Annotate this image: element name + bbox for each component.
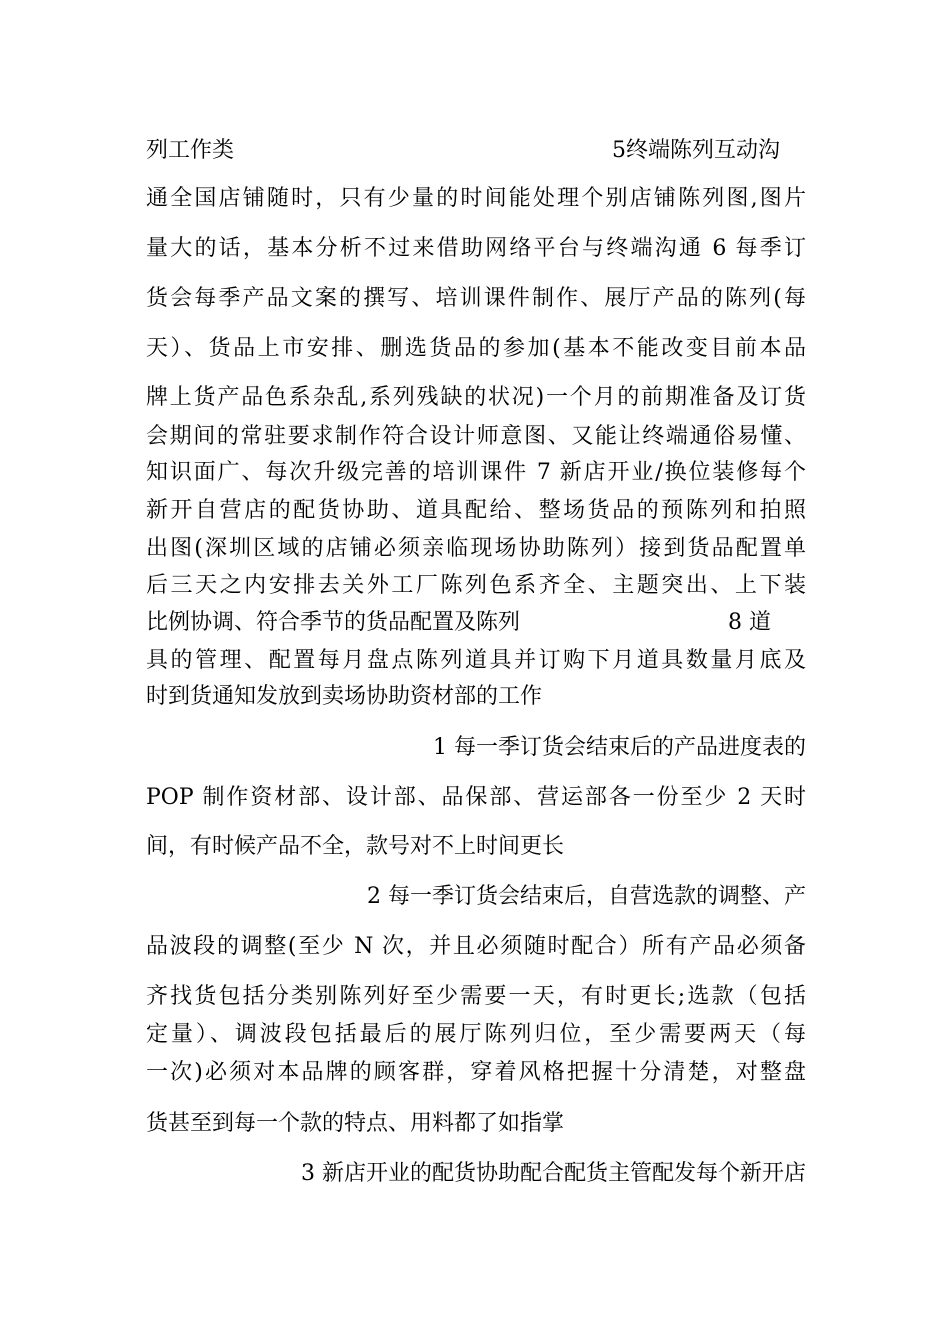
- text-line-9: 新开自营店的配货协助、道具配给、整场货品的预陈列和拍照: [146, 498, 806, 523]
- text-line-18: 2 每一季订货会结束后，自营选款的调整、产: [367, 884, 806, 909]
- line-12-text-a: 比例协调、符合季节的货品配置及陈列: [146, 610, 521, 635]
- line-1-text-a: 列工作类: [146, 138, 235, 163]
- text-line-22: 一次)必须对本品牌的顾客群，穿着风格把握十分清楚，对整盘: [146, 1060, 806, 1085]
- text-line-20: 齐找货包括分类别陈列好至少需要一天，有时更长;选款（包括: [146, 984, 806, 1009]
- text-line-7: 会期间的常驻要求制作符合设计师意图、又能让终端通俗易懂、: [146, 424, 806, 449]
- text-line-23: 货甚至到每一个款的特点、用料都了如指掌: [146, 1111, 565, 1136]
- text-line-4: 货会每季产品文案的撰写、培训课件制作、展厅产品的陈列(每: [146, 286, 806, 311]
- text-line-5: 天）、货品上市安排、删选货品的参加(基本不能改变目前本品: [146, 336, 806, 361]
- line-12-text-b: 8 道: [728, 610, 772, 635]
- text-line-19: 品波段的调整(至少 N 次，并且必须随时配合）所有产品必须备: [146, 934, 806, 959]
- text-line-8: 知识面广、每次升级完善的培训课件 7 新店开业/换位装修每个: [146, 460, 806, 485]
- text-line-6: 牌上货产品色系杂乱,系列残缺的状况)一个月的前期准备及订货: [146, 385, 806, 410]
- text-line-14: 时到货通知发放到卖场协助资材部的工作: [146, 684, 543, 709]
- text-line-13: 具的管理、配置每月盘点陈列道具并订购下月道具数量月底及: [146, 648, 806, 673]
- text-line-11: 后三天之内安排去关外工厂陈列色系齐全、主题突出、上下装: [146, 573, 806, 598]
- text-line-15: 1 每一季订货会结束后的产品进度表的: [433, 735, 806, 760]
- text-line-16: POP 制作资材部、设计部、品保部、营运部各一份至少 2 天时: [146, 785, 806, 810]
- text-line-24: 3 新店开业的配货协助配合配货主管配发每个新开店: [301, 1161, 806, 1186]
- text-line-2: 通全国店铺随时，只有少量的时间能处理个别店铺陈列图,图片: [146, 186, 806, 211]
- text-line-1: [146, 134, 806, 168]
- text-line-12: [146, 606, 806, 640]
- text-line-17: 间，有时候产品不全，款号对不上时间更长: [146, 834, 565, 859]
- text-line-10: 出图(深圳区域的店铺必须亲临现场协助陈列）接到货品配置单: [146, 536, 806, 561]
- text-line-21: 定量）、调波段包括最后的展厅陈列归位，至少需要两天（每: [146, 1022, 806, 1047]
- line-1-text-b: 5终端陈列互动沟: [612, 138, 781, 163]
- text-line-3: 量大的话，基本分析不过来借助网络平台与终端沟通 6 每季订: [146, 236, 806, 261]
